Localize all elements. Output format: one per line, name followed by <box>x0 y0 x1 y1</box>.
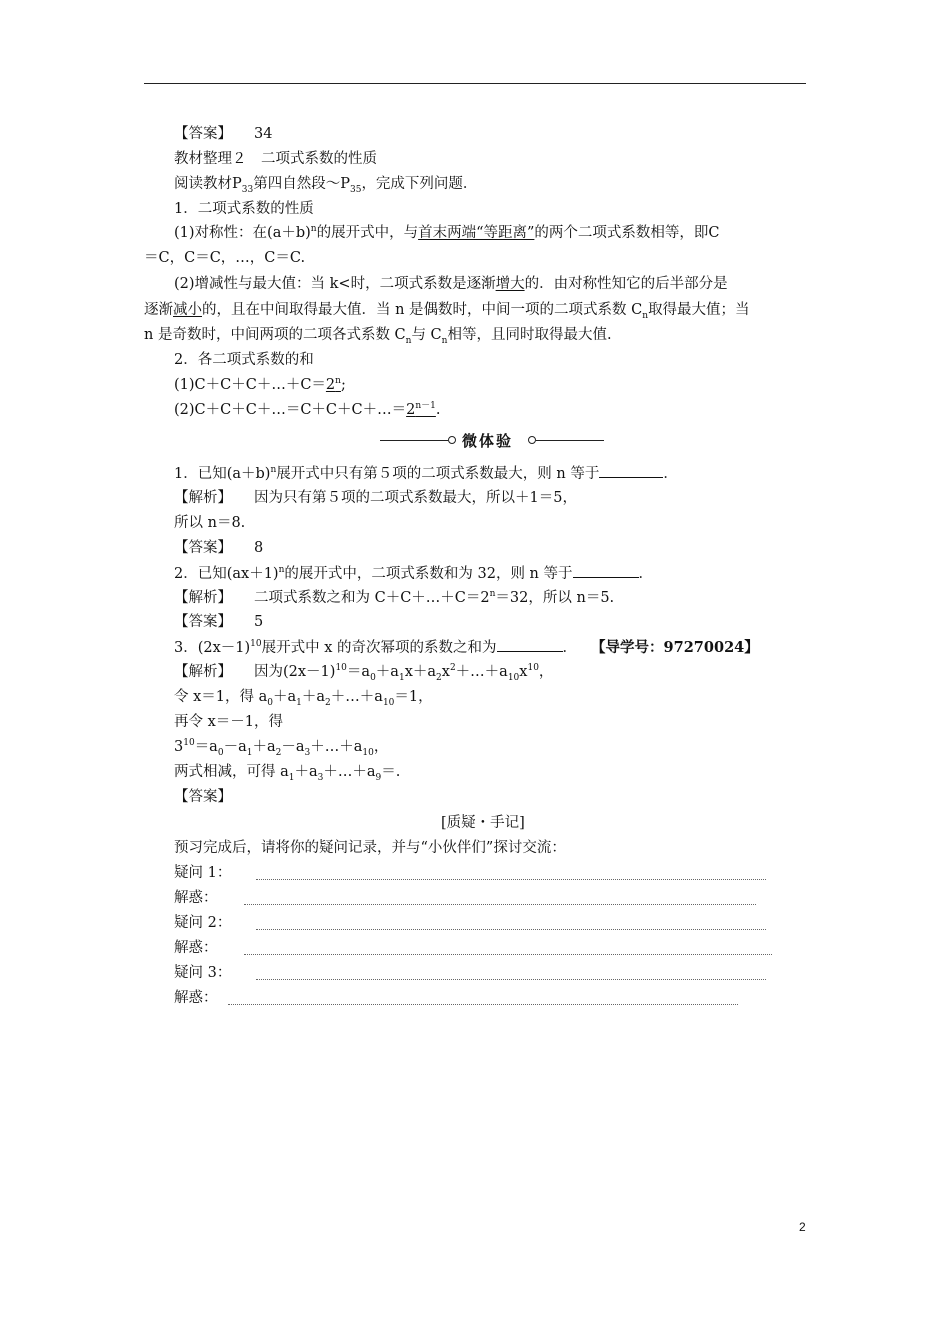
note-question-2-label: 疑问 2： <box>174 915 232 931</box>
answer-1: 【答案】 8 <box>174 540 264 556</box>
note-answer-2-line[interactable] <box>244 954 772 955</box>
sum-line-2: $(2)C+C+C+\dots=C+C+C+\dots=2^{n-1}$. <box>174 401 441 418</box>
subheading-properties: 1．二项式系数的性质 <box>174 201 314 217</box>
divider-line-left <box>380 440 448 441</box>
note-question-3-label: 疑问 3： <box>174 965 232 981</box>
note-question-1-label: 疑问 1： <box>174 865 232 881</box>
analysis-3-line-3: 再令 x＝－1，得 <box>174 714 284 730</box>
analysis-label: 【解析】 <box>174 590 232 606</box>
analysis-3: 【解析】 因为$(2x-1)^{10}=a_0+a_1x+a_2x^2+\dots+a_{10}x^{10}$， <box>174 663 554 683</box>
answer-label: 【答案】 <box>174 540 232 556</box>
section-divider <box>380 430 604 450</box>
monotonic-line-2: 逐渐减小的，且在中间取得最大值．当 n 是偶数时，中间一项的二项式系数 $C_n$取得最大值；当 <box>144 302 750 321</box>
analysis-3-line-2: 令 x＝1，得 $a_0+a_1+a_2+\dots+a_{10}=1$， <box>174 689 433 708</box>
question-1: 1．已知$(a+b)^n$展开式中只有第５项的二项式系数最大，则 n 等于 ． <box>174 463 678 484</box>
note-question-3-line[interactable] <box>256 979 766 980</box>
analysis-label: 【解析】 <box>174 490 232 506</box>
header-rule <box>144 83 806 84</box>
note-answer-3-label: 解惑： <box>174 990 218 1006</box>
reading-instruction: 阅读教材$P_{33}$第四自然段$\sim P_{35}$，完成下列问题． <box>174 176 478 195</box>
subheading-sum: 2．各二项式系数的和 <box>174 352 314 368</box>
answer-label: 【答案】 <box>174 789 232 805</box>
note-answer-1-line[interactable] <box>244 904 756 905</box>
divider-title: 微体验 <box>462 432 514 450</box>
underlined-answer: 增大 <box>495 276 525 292</box>
symmetry-line: (1)对称性：在$(a+b)^n$的展开式中，与首末两端“等距离”的两个二项式系数相等，即C <box>174 224 720 241</box>
answer-blank <box>573 563 639 578</box>
answer-label: 【答案】 <box>174 126 232 142</box>
answer-2: 【答案】 5 <box>174 614 264 630</box>
note-answer-3-line[interactable] <box>228 1004 738 1005</box>
analysis-3-line-4: $3^{10}=a_0-a_1+a_2-a_3+\dots+a_{10}$， <box>174 738 389 758</box>
question-3: 3．$(2x-1)^{10}$展开式中 x 的奇次幂项的系数之和为 ． 【导学号：97270024】 <box>174 639 759 656</box>
analysis-1: 【解析】 因为只有第５项的二项式系数最大，所以＋1＝5， <box>174 490 577 506</box>
analysis-label: 【解析】 <box>174 664 232 680</box>
symmetry-line-2: ＝C，C＝C，…，C＝C. <box>144 250 306 266</box>
answer-label: 【答案】 <box>174 614 232 630</box>
analysis-2: 【解析】 二项式系数之和为 $C+C+\dots+C=2^n=32$，所以 n＝5. <box>174 589 615 606</box>
divider-dot-right <box>528 436 536 444</box>
sum-line-1: $(1)C+C+C+\dots+C=2^n$; <box>174 376 346 393</box>
note-question-2-line[interactable] <box>256 929 766 930</box>
answer-blank <box>497 637 563 652</box>
note-answer-2-label: 解惑： <box>174 940 218 956</box>
monotonic-line: (2)增减性与最大值：当 k<时，二项式系数是逐渐增大的．由对称性知它的后半部分是 <box>174 276 728 292</box>
note-answer-1-label: 解惑： <box>174 890 218 906</box>
analysis-1-line-2: 所以 n＝8. <box>174 515 246 531</box>
divider-dot-left <box>448 436 456 444</box>
underlined-answer: 减小 <box>173 302 202 318</box>
underlined-answer: $2^{n-1}$ <box>406 401 436 418</box>
analysis-3-line-5: 两式相减，可得 $a_1+a_3+\dots+a_9=$. <box>174 764 401 783</box>
guide-number: 【导学号：97270024】 <box>591 639 759 656</box>
page-number: 2 <box>799 1220 806 1234</box>
question-2: 2．已知$(ax+1)^n$的展开式中，二项式系数和为 32，则 n 等于 ． <box>174 563 653 584</box>
section-heading: 教材整理２ 二项式系数的性质 <box>174 151 377 167</box>
answer-value: 34 <box>254 126 273 142</box>
answer-blank <box>599 463 663 478</box>
divider-line-right <box>536 440 604 441</box>
answer-3 <box>174 787 232 807</box>
note-question-1-line[interactable] <box>256 879 766 880</box>
underlined-answer: 首末两端“等距离” <box>418 225 535 241</box>
notes-intro: 预习完成后，请将你的疑问记录，并与“小伙伴们”探讨交流： <box>174 840 566 856</box>
monotonic-line-3: n 是奇数时，中间两项的二项各式系数 $C_n$与 $C_n$相等，且同时取得最大值. <box>144 327 612 346</box>
underlined-answer: 2$^n$ <box>325 376 341 393</box>
notes-title: [质疑・手记] <box>441 815 525 831</box>
answer-line-1 <box>174 124 272 144</box>
